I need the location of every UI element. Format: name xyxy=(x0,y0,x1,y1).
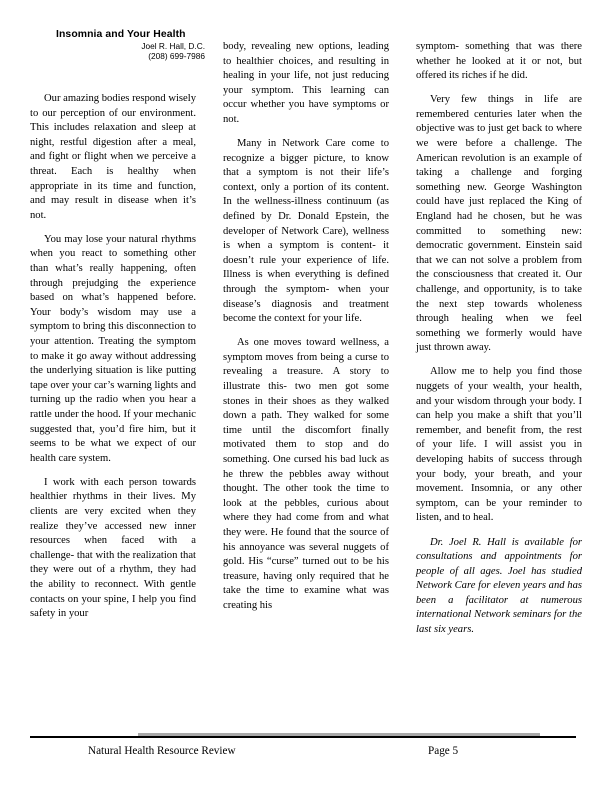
footer-publication-name: Natural Health Resource Review xyxy=(88,745,236,757)
paragraph: Very few things in life are remembered centuries later when the objective was to just get back to where we were before a challenge. The American revolution is an example of taking a challenge and forging something new. George Washington could have just replaced the King of England had he chosen, but he was committed to something new: democratic government. Einstein said that we can not solve a problem from the consciousness that created it. Our challenge, and opportunity, is to take the next step towards wholeness through healing when we feel something we formerly would have just thrown away. xyxy=(416,94,582,354)
paragraph: symptom- something that was there whether he looked at it or not, but offered its riches if he did. xyxy=(416,41,582,82)
paragraph: body, revealing new options, leading to healthier choices, and resulting in healing in your life, not just reducing your symptom. This learning can occur whether you have symptoms or not. xyxy=(223,41,389,125)
page-footer xyxy=(30,744,576,762)
byline-author: Joel R. Hall, D.C. xyxy=(141,41,205,51)
article-body xyxy=(30,40,582,712)
footer-divider xyxy=(30,733,576,738)
footer-rule-black xyxy=(30,736,576,738)
paragraph: I work with each person towards healthier rhythms in their lives. My clients are very excited when they realize they’ve accessed new inner resources when faced with a challenge- that with the realization that they were out of a rhythm, they had the ability to reconnect. With gentle contacts on your spine, I help you find safety in your xyxy=(30,476,196,620)
column-3 xyxy=(416,40,582,712)
column-1 xyxy=(30,40,196,712)
paragraph: You may lose your natural rhythms when you react to something other than what’s really happening, often through prejudging the experience based on what’s happened before. Your body’s wisdom may use a symptom to bring this disconnection to your attention. Treating the symptom to make it go away without addressing the underlying situation is like putting tape over your car’s warning lights and turning up the radio when you hear a rattle under the hood. If your mechanic suggested that, you’d fire him, but it seems to be what we expect of our health care system. xyxy=(30,233,196,464)
author-bio-paragraph: Dr. Joel R. Hall is available for consultations and appointments for people of all ages. Joel has studied Network Care for eleven years and has been a facilitator at numerous international Network seminars for the last six years. xyxy=(416,536,582,636)
paragraph: Allow me to help you find those nuggets of your wealth, your health, and your wisdom through your body. I can help you make a shift that you’ll remember, and benefit from, the rest of your life. I will assist you in developing habits of success through your body, your breath, and your movement. Insomnia, or any other symptom, can be your reminder to listen, and to heal. xyxy=(416,366,582,524)
footer-page-number: Page 5 xyxy=(428,745,459,757)
page-title: Insomnia and Your Health xyxy=(56,29,186,40)
column-2 xyxy=(223,40,389,712)
byline-phone: (208) 699-7986 xyxy=(148,51,205,62)
paragraph: As one moves toward wellness, a symptom moves from being a curse to revealing a treasure. A story to illustrate this- two men got some stones in their shoes as they walked down a path. They walked for some time until the discomfort finally motivated them to stop and do something. One cursed his bad luck as he threw the pebbles away without thought. The other took the time to look at the pebbles, curious about where they had come from and what they were. He found that the source of his annoyance was several nuggets of gold. His “curse” turned out to be his treasure, having only required that he take the time to examine what was creating his xyxy=(223,337,389,611)
paragraph: Our amazing bodies respond wisely to our perception of our environment. This includes relaxation and sleep at night, restful digestion after a meal, and fight or flight when we perceive a threat. Each is healthy when appropriate in its time and function, and may result in disease when it’s not. xyxy=(30,93,196,221)
paragraph: Many in Network Care come to recognize a bigger picture, to know that a symptom is not their life’s context, only a portion of its content. In the wellness-illness continuum (as defined by Dr. Donald Epstein, the developer of Network Care), wellness is when a symptom is content- it doesn’t rule your experience of life. Illness is when everything is defined through the symptom- when your disease’s diagnosis and treatment become the context for your life. xyxy=(223,138,389,325)
